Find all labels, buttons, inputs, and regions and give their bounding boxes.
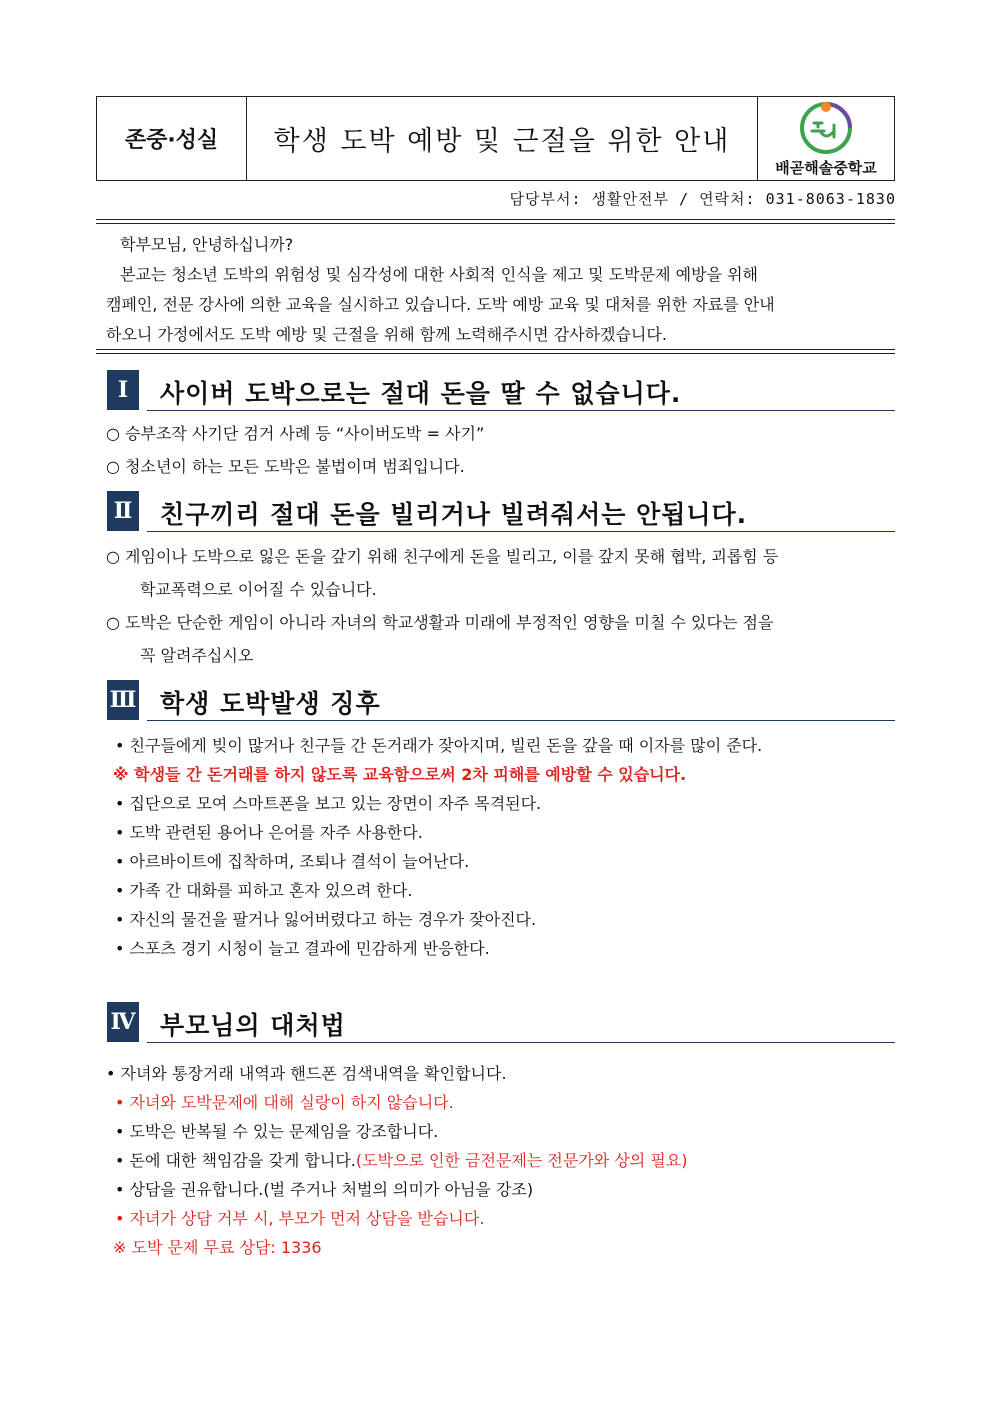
list-item: ○ 승부조작 사기단 검거 사례 등 “사이버도박 = 사기” (106, 424, 485, 443)
list-item-continued: 꼭 알려주십시오 (140, 646, 254, 665)
list-item: • 자녀와 통장거래 내역과 핸드폰 검색내역을 확인합니다. (106, 1064, 507, 1083)
list-item: • 가족 간 대화를 피하고 혼자 있으려 한다. (115, 881, 413, 900)
divider (96, 353, 895, 354)
section-divider (147, 531, 895, 532)
list-item: • 친구들에게 빚이 많거나 친구들 간 돈거래가 잦아지며, 빌린 돈을 갚을 때 이자를 많이 준다. (115, 736, 763, 755)
list-item: • 도박 관련된 용어나 은어를 자주 사용한다. (115, 823, 423, 842)
intro-text (106, 230, 888, 350)
section-4-badge: Ⅳ (107, 1002, 139, 1042)
section-2-title: 친구끼리 절대 돈을 빌리거나 빌려줘서는 안됩니다. (160, 500, 748, 529)
list-item: • 상담을 권유합니다.(벌 주거나 처벌의 의미가 아님을 강조) (115, 1180, 534, 1199)
list-item: • 스포츠 경기 시청이 늘고 결과에 민감하게 반응한다. (115, 939, 490, 958)
section-3-badge: Ⅲ (107, 680, 139, 720)
school-logo-icon (796, 101, 856, 157)
contact-info: 담당부서: 생활안전부 / 연락처: 031-8063-1830 (509, 190, 896, 208)
list-item: ○ 도박은 단순한 게임이 아니라 자녀의 학교생활과 미래에 부정적인 영향을 미칠 수 있다는 점을 (106, 613, 774, 632)
list-item: ○ 청소년이 하는 모든 도박은 불법이며 범죄입니다. (106, 457, 465, 476)
intro-line: 본교는 청소년 도박의 위험성 및 심각성에 대한 사회적 인식을 제고 및 도박문제 예방을 위해 (120, 265, 758, 284)
list-item-text: • 돈에 대한 책임감을 갖게 합니다. (115, 1151, 356, 1170)
school-logo-cell (758, 97, 894, 180)
section-1-badge: Ⅰ (107, 370, 139, 410)
greeting: 학부모님, 안녕하십니까? (120, 235, 294, 254)
list-item: • 자녀가 상담 거부 시, 부모가 먼저 상담을 받습니다. (115, 1209, 485, 1228)
section-divider (147, 410, 895, 411)
section-divider (147, 1042, 895, 1043)
intro-line: 캠페인, 전문 강사에 의한 교육을 실시하고 있습니다. 도박 예방 교육 및 대처를 위한 자료를 안내 (106, 295, 775, 314)
section-2-badge: Ⅱ (107, 491, 139, 531)
divider (96, 223, 895, 224)
list-item-continued: 학교폭력으로 이어질 수 있습니다. (140, 580, 377, 599)
school-name: 배곧해솔중학교 (775, 159, 877, 177)
section-4-title: 부모님의 대처법 (160, 1011, 346, 1040)
list-item: ○ 게임이나 도박으로 잃은 돈을 갚기 위해 친구에게 돈을 빌리고, 이를 갚지 못해 협박, 괴롭힘 등 (106, 547, 779, 566)
section-divider (147, 720, 895, 721)
list-item: • 자녀와 도박문제에 대해 실랑이 하지 않습니다. (115, 1093, 454, 1112)
intro-line: 하오니 가정에서도 도박 예방 및 근절을 위해 함께 노력해주시면 감사하겠습니다. (106, 325, 667, 344)
list-item: • 집단으로 모여 스마트폰을 보고 있는 장면이 자주 목격된다. (115, 794, 542, 813)
motto: 존중·성실 (97, 97, 247, 180)
page-title: 학생 도박 예방 및 근절을 위한 안내 (247, 97, 758, 180)
divider (96, 219, 895, 220)
list-item: • 도박은 반복될 수 있는 문제임을 강조합니다. (115, 1122, 439, 1141)
list-item: • 아르바이트에 집착하며, 조퇴나 결석이 늘어난다. (115, 852, 470, 871)
list-item: • 자신의 물건을 팔거나 잃어버렸다고 하는 경우가 잦아진다. (115, 910, 537, 929)
warning-note: ※ 학생들 간 돈거래를 하지 않도록 교육함으로써 2차 피해를 예방할 수 있습니다. (113, 765, 687, 784)
section-1-title: 사이버 도박으로는 절대 돈을 딸 수 없습니다. (160, 379, 682, 408)
divider (96, 349, 895, 350)
list-item-note: (도박으로 인한 금전문제는 전문가와 상의 필요) (355, 1151, 688, 1170)
header-table (96, 96, 895, 181)
hotline-note: ※ 도박 문제 무료 상담: 1336 (113, 1238, 322, 1257)
section-3-title: 학생 도박발생 징후 (160, 689, 381, 718)
